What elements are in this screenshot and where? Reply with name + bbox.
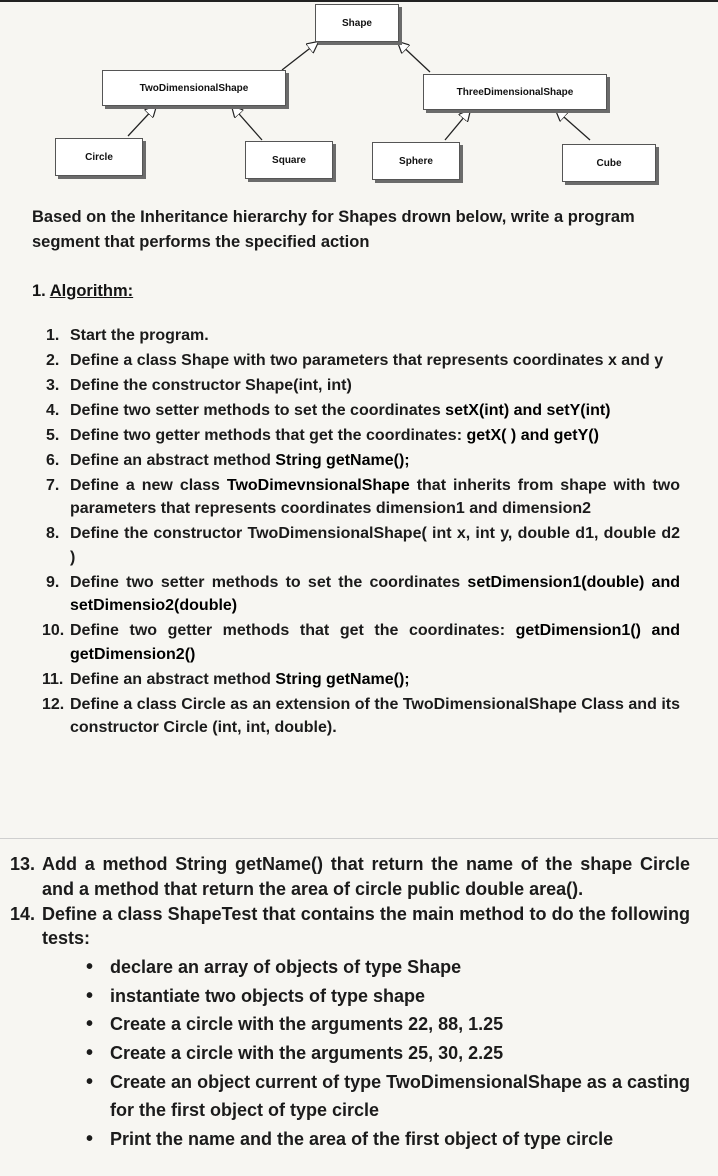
- inheritance-diagram: [0, 0, 718, 190]
- section-heading: [32, 282, 133, 301]
- test-item: • Create a circle with the arguments 22, 88, 1.25: [42, 1010, 690, 1039]
- test-item: • instantiate two objects of type shape: [42, 982, 690, 1011]
- step-text: Define an abstract method: [70, 670, 276, 688]
- algorithm-step: [32, 374, 680, 397]
- test-item: • Create a circle with the arguments 25, 30, 2.25: [42, 1039, 690, 1068]
- node-cube-label: Cube: [596, 157, 622, 169]
- algorithm-step: [32, 619, 680, 666]
- section-number: 1.: [32, 282, 46, 300]
- step-number: 7.: [46, 477, 60, 494]
- algorithm-step: [10, 902, 690, 1154]
- step-text: Define a class Shape with two parameters that represents coordinates x and y: [70, 352, 664, 369]
- step-code-text: getDimension1() and getDimension2(): [70, 622, 681, 663]
- step-text: Define two getter methods that get the coordinates:: [70, 622, 516, 640]
- step-text: Define the constructor TwoDimensionalShape( int x, int y, double d1, double d2 ): [70, 525, 680, 566]
- step-number: 13.: [10, 854, 36, 874]
- step-number: 11.: [42, 670, 64, 688]
- step-text: that contains the main method to do the following tests:: [42, 903, 691, 949]
- node-circle: [55, 138, 143, 176]
- step-text: that inherits from shape with two parameters that represents coordinates dimension1 and dimension2: [70, 477, 681, 518]
- algorithm-step: [32, 324, 680, 347]
- step-text: Define two setter methods to set the coordinates: [70, 402, 446, 419]
- algorithm-step: [32, 474, 680, 521]
- algorithm-step: [32, 693, 680, 740]
- step-code-text: String getName(): [175, 854, 323, 874]
- edge-threedim-to-shape: [398, 42, 430, 72]
- node-two-dimensional-shape-label: TwoDimensionalShape: [139, 82, 249, 94]
- step-number: 10.: [42, 622, 65, 640]
- step-text: Add a method: [42, 854, 176, 874]
- node-cube: [562, 144, 656, 182]
- node-circle-label: Circle: [85, 151, 113, 163]
- intro-text: Based on the Inheritance hierarchy for Shapes drown below, write a program segment that performs the specified action: [32, 208, 635, 251]
- step-text: Start the program.: [70, 327, 209, 344]
- node-sphere: [372, 142, 460, 180]
- test-list: [42, 953, 690, 1153]
- algorithm-step: [32, 399, 680, 422]
- step-number: 5.: [46, 427, 60, 444]
- test-item: • Print the name and the area of the first object of type circle: [42, 1125, 690, 1154]
- node-two-dimensional-shape: [102, 70, 286, 106]
- algorithm-steps: [32, 324, 680, 741]
- algorithm-step: [32, 449, 680, 472]
- step-code-text: public double area().: [407, 878, 584, 899]
- algorithm-step: [32, 522, 680, 569]
- step-number: 1.: [46, 327, 60, 344]
- step-code-text: setDimension1(double) and setDimensio2(double): [70, 573, 680, 615]
- test-item: • declare an array of objects of type Shape: [42, 953, 690, 982]
- step-code-text: setX(int) and setY(int): [445, 402, 611, 419]
- node-sphere-label: Sphere: [399, 155, 433, 167]
- step-code-text: class ShapeTest: [117, 903, 258, 924]
- step-text: Define a class Circle as an extension of the TwoDimensionalShape Class and its constructor Circle (int, int, double).: [70, 695, 680, 737]
- algorithm-step: [32, 571, 680, 618]
- step-number: 8.: [46, 525, 60, 543]
- algorithm-steps-continued: [10, 852, 690, 1153]
- edge-twodim-to-shape: [282, 42, 318, 70]
- edge-cube-to-threedim: [556, 110, 590, 140]
- node-three-dimensional-shape-label: ThreeDimensionalShape: [456, 86, 574, 98]
- node-square-label: Square: [272, 154, 306, 166]
- node-shape: [315, 4, 399, 42]
- step-number: 9.: [46, 573, 60, 591]
- step-number: 6.: [46, 452, 60, 469]
- step-number: 14.: [10, 903, 36, 924]
- step-number: 3.: [46, 377, 60, 394]
- algorithm-step: [32, 349, 680, 372]
- node-square: [245, 141, 333, 179]
- step-number: 2.: [46, 352, 60, 369]
- edge-circle-to-twodim: [128, 106, 156, 136]
- edge-sphere-to-threedim: [445, 110, 470, 140]
- step-text: Define the constructor Shape(int, int): [70, 377, 352, 394]
- step-code-text: String getName();: [275, 670, 410, 688]
- step-text: Define two getter methods that get the coordinates:: [70, 427, 467, 444]
- step-text: Define two setter methods to set the coordinates: [70, 573, 468, 591]
- step-code-text: TwoDimevnsionalShape: [226, 477, 410, 494]
- step-text: Define a: [42, 903, 118, 924]
- algorithm-step: [32, 668, 680, 691]
- step-text: Define a new class: [70, 477, 227, 494]
- step-text: that return the name of the shape Circle and a method that return the area of circle: [42, 854, 691, 899]
- node-shape-label: Shape: [341, 17, 372, 29]
- algorithm-step: [10, 852, 690, 902]
- scan-divider: [0, 838, 718, 839]
- section-title: Algorithm:: [49, 282, 134, 300]
- step-text: Define an abstract method: [70, 452, 276, 469]
- step-code-text: getX( ) and getY(): [466, 427, 599, 444]
- edge-square-to-twodim: [232, 106, 262, 140]
- test-item: • Create an object current of type TwoDimensionalShape as a casting for the first object of type circle: [42, 1068, 690, 1125]
- step-number: 12.: [42, 695, 65, 713]
- node-three-dimensional-shape: [423, 74, 607, 110]
- algorithm-step: [32, 424, 680, 447]
- step-number: 4.: [46, 402, 60, 419]
- step-code-text: String getName();: [275, 452, 410, 469]
